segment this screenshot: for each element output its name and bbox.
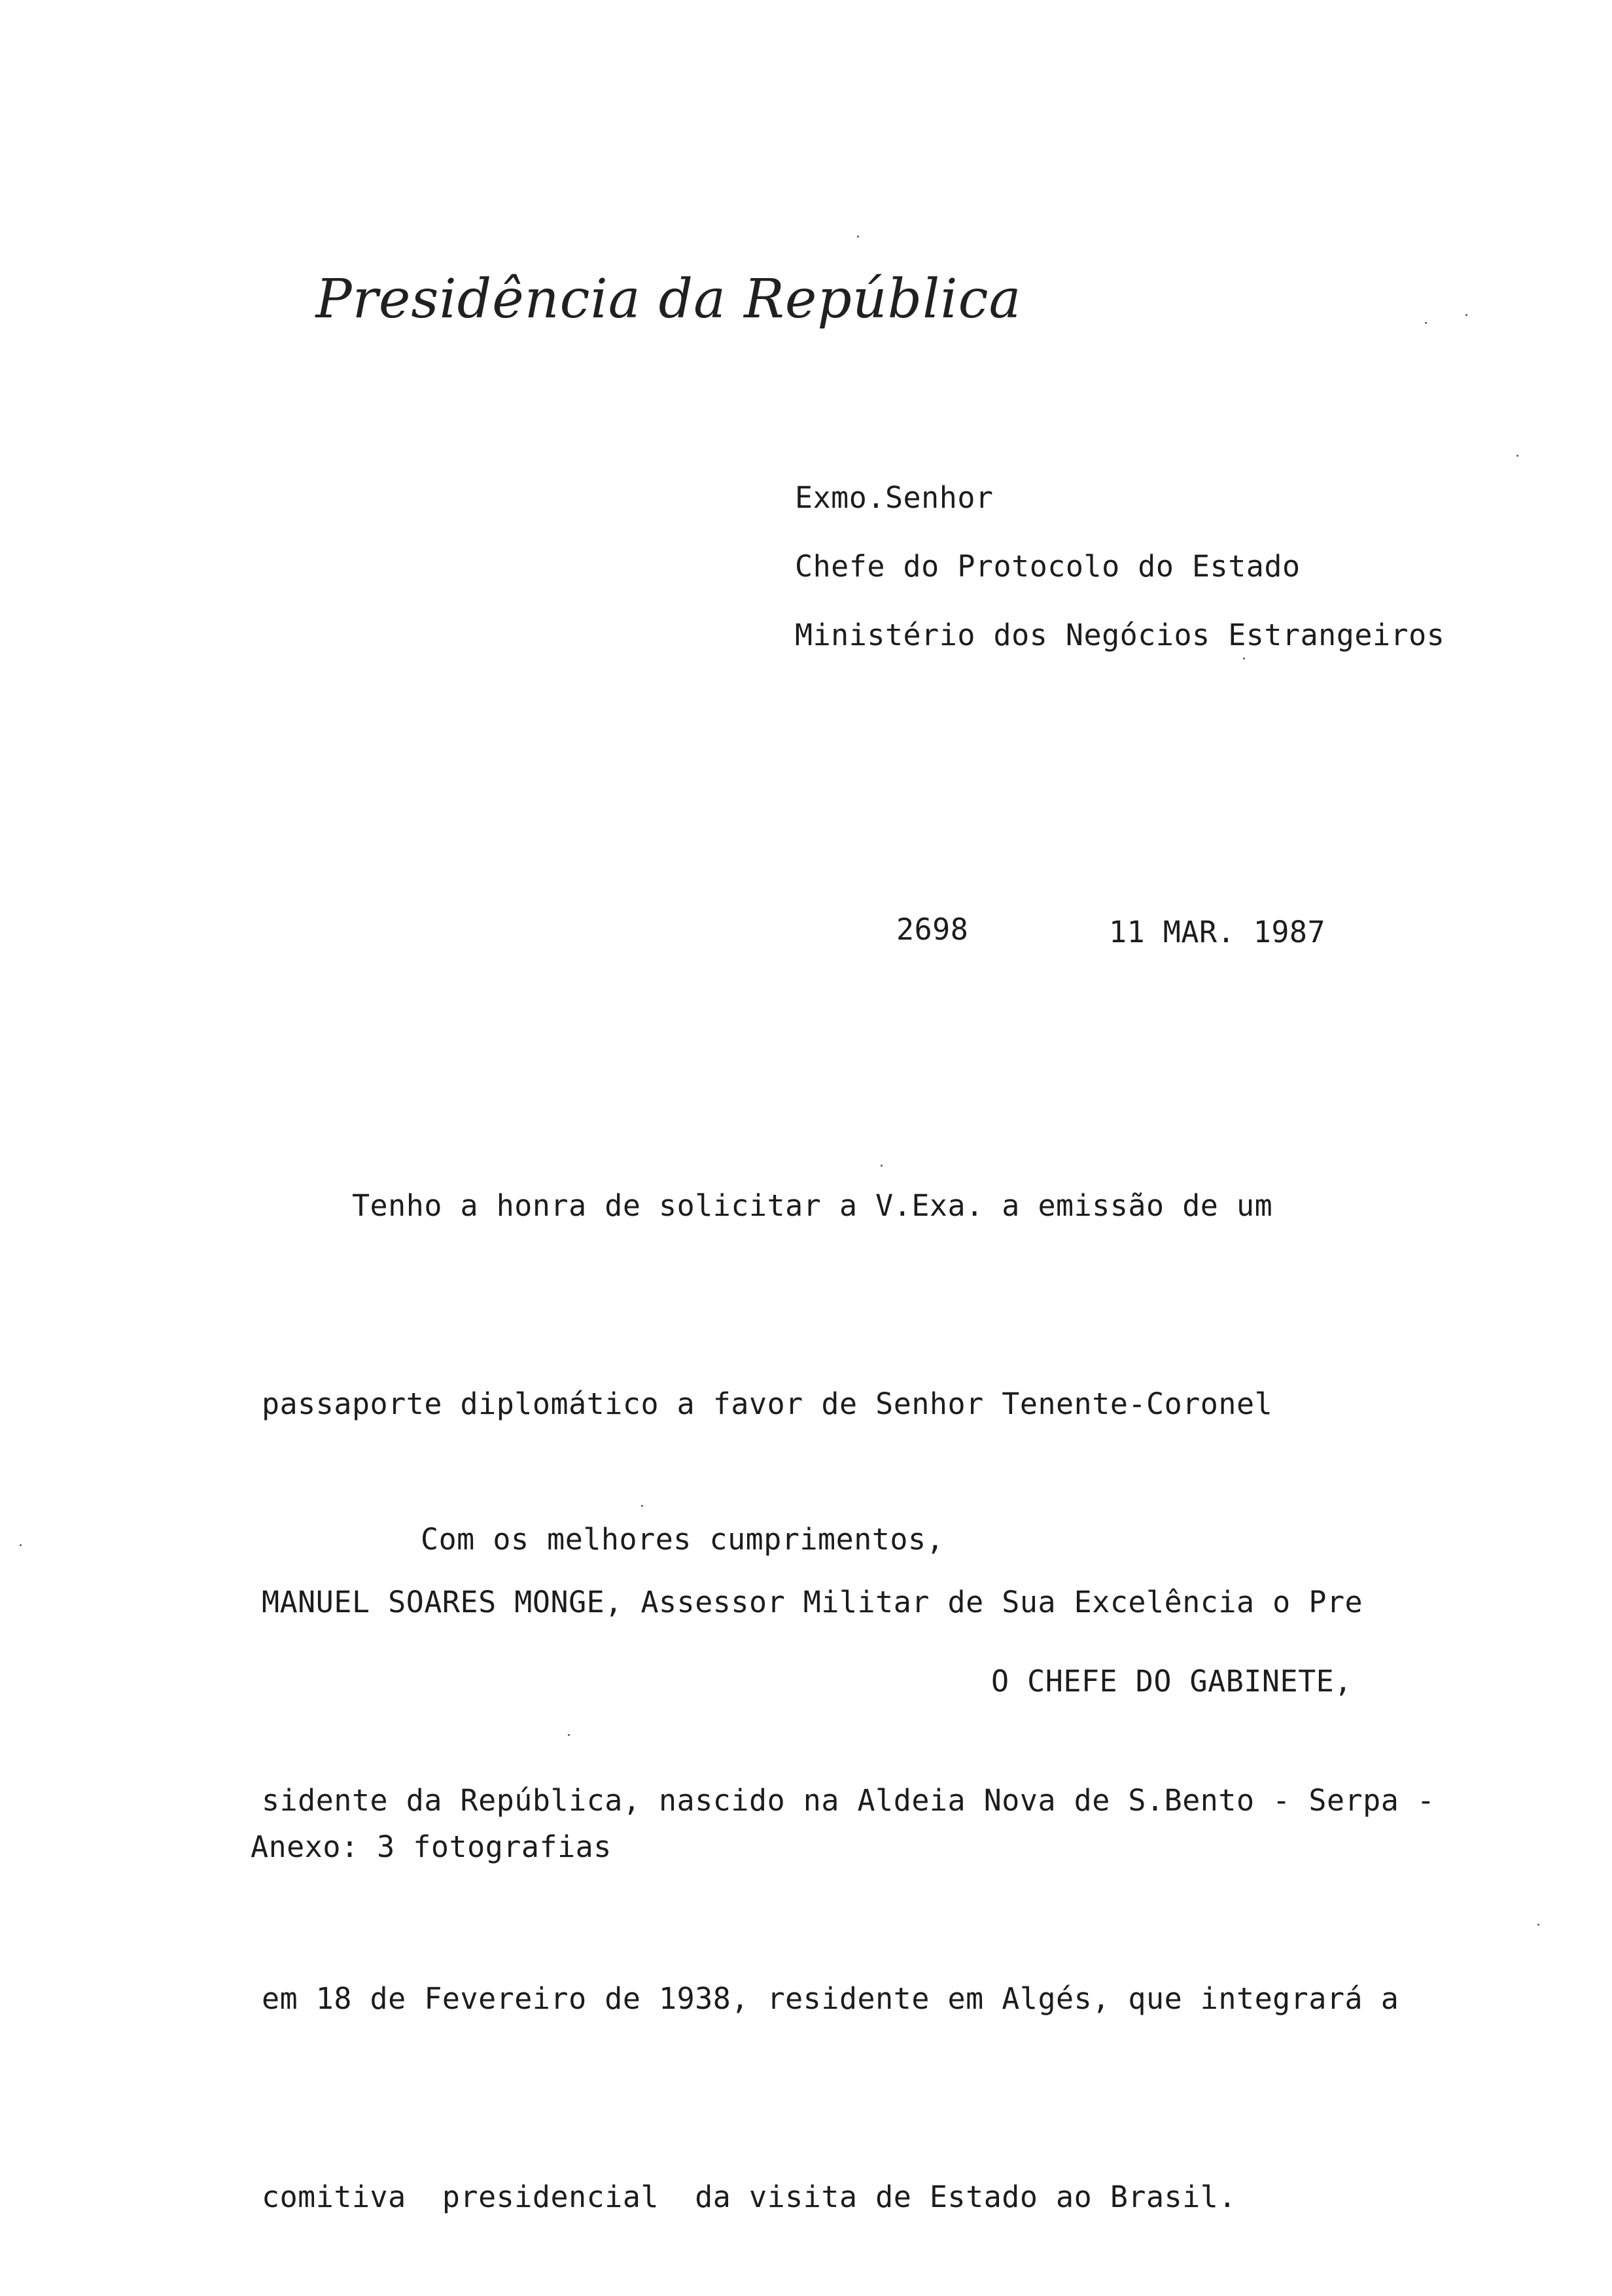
body-line: sidente da República, nascido na Aldeia Nova de S.Bento - Serpa - xyxy=(262,1783,1435,1818)
annex-line: Anexo: 3 fotografias xyxy=(251,1829,612,1864)
scan-speck xyxy=(1465,314,1467,316)
body-line: MANUEL SOARES MONGE, Assessor Militar de Sua Excelência o Pre xyxy=(262,1585,1363,1619)
closing-line: Com os melhores cumprimentos, xyxy=(421,1522,945,1557)
recipient-salutation: Exmo.Senhor xyxy=(795,480,994,515)
letter-date: 11 MAR. 1987 xyxy=(1109,915,1326,949)
scan-speck xyxy=(20,1544,22,1546)
scan-speck xyxy=(1537,1924,1539,1926)
scan-speck xyxy=(857,236,859,238)
body-line: em 18 de Fevereiro de 1938, residente em Algés, que integrará a xyxy=(262,1981,1399,2016)
scan-speck xyxy=(641,1505,643,1507)
scan-speck xyxy=(881,1165,883,1167)
recipient-title: Chefe do Protocolo do Estado xyxy=(795,549,1301,584)
recipient-ministry: Ministério dos Negócios Estrangeiros xyxy=(795,618,1445,652)
reference-number: 2698 xyxy=(896,912,969,947)
signatory-line: O CHEFE DO GABINETE, xyxy=(991,1664,1352,1699)
scan-speck xyxy=(1243,658,1245,660)
body-line: Tenho a honra de solicitar a V.Exa. a emissão de um xyxy=(262,1188,1273,1223)
scan-speck xyxy=(568,1734,570,1736)
letterhead-title: Presidência da República xyxy=(315,268,1022,330)
scan-speck xyxy=(1516,455,1518,457)
body-line: passaporte diplomático a favor de Senhor Tenente-Coronel xyxy=(262,1386,1273,1421)
body-line: comitiva presidencial da visita de Estado ao Brasil. xyxy=(262,2180,1236,2214)
scan-speck xyxy=(1425,322,1427,324)
